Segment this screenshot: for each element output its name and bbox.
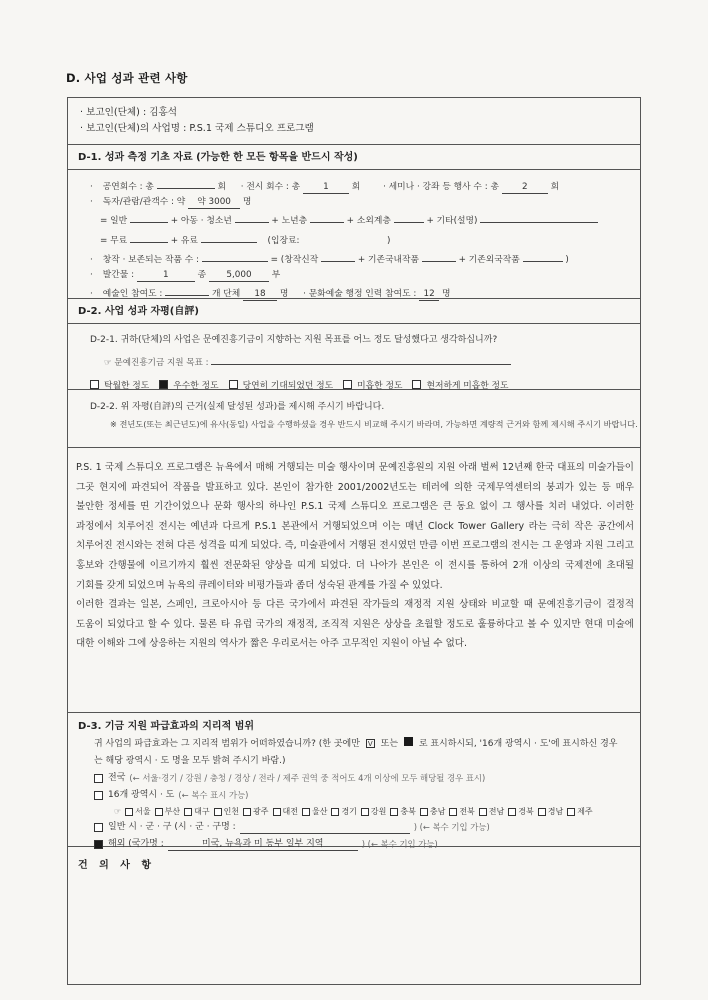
region-label: 대전 xyxy=(282,807,298,816)
works-total-field[interactable] xyxy=(202,249,268,262)
region-checklist xyxy=(78,804,640,819)
region-option[interactable] xyxy=(125,804,150,819)
rating-option[interactable] xyxy=(159,378,218,391)
region-option[interactable] xyxy=(302,804,327,819)
bullet: · xyxy=(90,270,93,281)
region-label: 울산 xyxy=(311,807,328,816)
region-option[interactable] xyxy=(479,804,504,819)
region-option[interactable] xyxy=(331,804,356,819)
region-checkbox[interactable] xyxy=(155,808,163,816)
achievement-narrative[interactable] xyxy=(68,448,640,713)
region-option[interactable] xyxy=(243,804,268,819)
rating-label: 탁월한 정도 xyxy=(104,381,150,391)
region-checkbox[interactable] xyxy=(390,808,398,816)
region-checkbox[interactable] xyxy=(125,808,133,816)
copies-field[interactable]: 5,000 xyxy=(209,269,269,282)
d1-body xyxy=(68,170,640,299)
region-label: 경기 xyxy=(341,807,357,816)
region-option[interactable] xyxy=(390,804,415,819)
seminars-field[interactable]: 2 xyxy=(502,181,548,194)
works-foreign-field[interactable] xyxy=(523,249,563,262)
local-option[interactable] xyxy=(78,819,640,836)
bullet: · xyxy=(90,197,93,208)
region-option[interactable] xyxy=(508,804,533,819)
region-checkbox[interactable] xyxy=(184,808,192,816)
nationwide-option[interactable] xyxy=(78,770,640,787)
report-form xyxy=(67,97,641,985)
pointer-icon: ☞ xyxy=(114,807,122,816)
bullet: · xyxy=(90,254,93,265)
admission-row xyxy=(90,230,640,249)
rating-label: 당연히 기대되었던 정도 xyxy=(242,381,334,391)
d2-2-question: D-2-2. 위 자평(自評)의 근거(실제 달성된 성과)를 제시해 주시기 바랍니다. xyxy=(90,402,385,412)
nationwide-label: 전국 xyxy=(108,773,126,783)
overseas-field[interactable]: 미국, 뉴욕과 미 동부 일부 지역 xyxy=(168,838,358,851)
reporter-name: · 보고인(단체) : 김홍석 xyxy=(80,107,178,118)
works-foreign-label: + 기존외국작품 xyxy=(458,254,520,265)
performances-label: 공연회수 : 총 xyxy=(102,182,154,192)
works-new-label: = (창작신작 xyxy=(270,254,319,265)
audience-row xyxy=(90,195,640,210)
region-checkbox[interactable] xyxy=(508,808,516,816)
paid-label: + 유료 xyxy=(170,235,198,246)
audience-label: 독자/관람/관객수 : 약 xyxy=(102,197,186,208)
exhibitions-unit: 회 xyxy=(351,182,361,192)
d2-2-note: ※ 전년도(또는 최근년도)에 유사(동일) 사업을 수행하셨을 경우 반드시 비교해 주시기 바라며, 가능하면 계량적 근거와 함께 제시해 주시기 바랍니다. xyxy=(110,419,638,429)
works-domestic-field[interactable] xyxy=(422,249,456,262)
works-domestic-label: + 기존국내작품 xyxy=(357,254,419,265)
audience-breakdown-row xyxy=(90,210,640,229)
paid-field[interactable] xyxy=(201,230,257,243)
d2-2-block xyxy=(68,390,640,448)
region-label: 경남 xyxy=(547,807,564,816)
region-label: 제주 xyxy=(577,807,593,816)
region-option[interactable] xyxy=(420,804,445,819)
region-option[interactable] xyxy=(273,804,298,819)
d1-heading: D-1. 성과 측정 기초 자료 (가능한 한 모든 항목을 반드시 작성) xyxy=(68,145,640,170)
region-checkbox[interactable] xyxy=(273,808,281,816)
metro-label: 16개 광역시 · 도 xyxy=(108,790,175,800)
d3-question xyxy=(78,736,640,770)
overseas-note: ) (← 복수 기입 가능) xyxy=(361,839,438,849)
page-title: D. 사업 성과 관련 사항 xyxy=(66,71,188,85)
d2-1-question: D-2-1. 귀하(단체)의 사업은 문예진흥기금이 지향하는 지원 목표를 어느 정도 달성했다고 생각하십니까? xyxy=(90,335,498,345)
minority-field[interactable] xyxy=(394,210,424,223)
d3-question-part1: 귀 사업의 파급효과는 그 지리적 범위가 어떠하였습니까? (한 곳에만 xyxy=(94,739,360,749)
bullet: · xyxy=(90,182,93,192)
nationwide-checkbox[interactable] xyxy=(94,774,103,783)
rating-option[interactable] xyxy=(412,378,508,391)
region-checkbox[interactable] xyxy=(243,808,251,816)
publications-field[interactable]: 1 xyxy=(137,269,195,282)
region-option[interactable] xyxy=(567,804,592,819)
region-label: 강원 xyxy=(370,807,387,816)
region-label: 충북 xyxy=(400,807,416,816)
filled-square-icon xyxy=(404,737,413,746)
overseas-checkbox[interactable] xyxy=(94,840,103,849)
check-mark-icon: V xyxy=(366,739,375,748)
d3-heading: D-3. 기금 지원 파급효과의 지리적 범위 xyxy=(78,721,255,732)
rating-checkbox[interactable] xyxy=(159,380,168,389)
reporter-project: · 보고인(단체)의 사업명 : P.S.1 국제 스튜디오 프로그램 xyxy=(80,123,314,134)
rating-checkbox[interactable] xyxy=(90,380,99,389)
region-option[interactable] xyxy=(184,804,209,819)
admin-unit: 명 xyxy=(441,289,451,300)
children-field[interactable] xyxy=(235,210,269,223)
region-label: 전북 xyxy=(459,807,475,816)
region-option[interactable] xyxy=(155,804,180,819)
narrative-paragraph-1: P.S. 1 국제 스튜디오 프로그램은 뉴욕에서 매해 거행되는 미술 행사이며 문예진흥원의 지원 아래 벌써 12년째 한국 대표의 미술가들이 그곳 현지에 파견되어 작품을 발표하고 있다. 본인이 참가한 2001/2002년도는 테러에 의한 국제무역센터의 붕괴가 있는 등 매우 불안한 정세를 띤 기간이었으나 문화 행사의 하나인 P.S.1 국제 스튜디오 프로그램은 큰 동요 없이 그 행사를 치러 내었다. 이러한 과정에서 치루어진 전시는 예년과 다르게 P.S.1 본관에서 거행되었으며 이는 매년 Clock Tower Gallery 라는 극히 작은 공간에서 치루어진 전시와는 전혀 다른 성격을 띠게 되었다. 즉, 미술관에서 거행된 전시였던 만큼 이번 프로그램의 전시는 그 운영과 지원 그리고 홍보와 간행물에 이르기까지 훨씬 전문화된 양상을 띠게 되었다. 더 나아가 본인은 이 전시를 통하여 2개 이상의 국제전에 초대될 기회를 갖게 되었으며 뉴욕의 큐레이터와 비평가들과 좀더 성숙된 관계를 가질 수 있었다. xyxy=(76,462,634,591)
exhibitions-field[interactable]: 1 xyxy=(303,181,349,194)
copies-unit: 부 xyxy=(271,270,281,281)
performances-unit: 회 xyxy=(217,182,226,192)
artists-label: 예술인 참여도 : xyxy=(102,289,163,300)
exhibitions-label: · 전시 회수 : 총 xyxy=(240,182,301,192)
works-close: ) xyxy=(565,254,569,265)
admin-field[interactable]: 12 xyxy=(419,288,439,301)
works-label: 창작 · 보존되는 작품 수 : xyxy=(102,254,200,265)
publications-row xyxy=(90,268,640,283)
region-option[interactable] xyxy=(449,804,474,819)
reporter-info xyxy=(68,98,640,145)
goal-row xyxy=(90,352,640,370)
local-note: ) (← 복수 기입 가능) xyxy=(413,822,490,832)
region-option[interactable] xyxy=(214,804,239,819)
d3-question-part2: 또는 xyxy=(380,739,399,749)
region-checkbox[interactable] xyxy=(567,808,575,816)
local-field[interactable] xyxy=(240,821,410,834)
bullet: · xyxy=(90,289,93,300)
region-checkbox[interactable] xyxy=(302,808,310,816)
rating-label: 현저하게 미흡한 정도 xyxy=(426,381,509,391)
region-checkbox[interactable] xyxy=(420,808,428,816)
artists-group-label: 개 단체 xyxy=(211,289,241,300)
groups-unit: 명 xyxy=(279,289,289,300)
rating-option[interactable] xyxy=(90,378,149,391)
free-field[interactable] xyxy=(130,230,168,243)
metro-checkbox[interactable] xyxy=(94,791,103,800)
d3-block xyxy=(68,713,640,847)
rating-checkbox[interactable] xyxy=(343,380,352,389)
nationwide-note: (← 서울·경기 / 강원 / 충청 / 경상 / 전라 / 제주 권역 중 적어도 4개 이상에 모두 해당될 경우 표시) xyxy=(129,773,486,783)
region-checkbox[interactable] xyxy=(331,808,339,816)
d2-1-block xyxy=(68,324,640,390)
region-label: 경북 xyxy=(518,807,534,816)
works-new-field[interactable] xyxy=(321,249,355,262)
region-checkbox[interactable] xyxy=(538,808,546,816)
narrative-paragraph-2: 이러한 결과는 일본, 스페인, 크로아시아 등 다른 국가에서 파견된 작가들의 재정적 지원 상태와 비교할 때 문예진흥기금이 결정적 도움이 되었다고 할 수 있다. 물론 타 유럽 국가의 재정적, 조직적 지원은 상상을 초월할 정도로 훌륭하다고 볼 수 있지만 현대 미술에 대한 이해와 그에 상응하는 지원의 역사가 짧은 우리로서는 아주 고무적인 지원이 아닐 수 없다. xyxy=(76,599,634,650)
artists-field[interactable] xyxy=(165,283,209,296)
audience-field[interactable]: 약 3000 xyxy=(188,196,240,209)
counts-row xyxy=(90,176,640,195)
other-field[interactable] xyxy=(480,210,598,223)
goal-field[interactable] xyxy=(211,352,511,365)
children-label: + 아동 · 청소년 xyxy=(170,216,232,227)
admission-label: (입장료: xyxy=(267,235,300,246)
free-label: = 무료 xyxy=(100,235,128,246)
general-field[interactable] xyxy=(130,210,168,223)
suggestions-heading: 건 의 사 항 xyxy=(78,860,156,871)
region-checkbox[interactable] xyxy=(214,808,222,816)
rating-option[interactable] xyxy=(343,378,402,391)
seminars-unit: 회 xyxy=(550,182,560,192)
region-label: 광주 xyxy=(253,807,269,816)
d2-heading: D-2. 사업 성과 자평(自評) xyxy=(68,299,640,324)
groups-field[interactable]: 18 xyxy=(243,288,277,301)
region-checkbox[interactable] xyxy=(449,808,457,816)
metro-option[interactable] xyxy=(78,787,640,804)
elderly-label: + 노년층 xyxy=(271,216,308,227)
region-option[interactable] xyxy=(538,804,563,819)
publications-kind: 종 xyxy=(197,270,207,281)
admin-label: · 문화예술 행정 인력 참여도 : xyxy=(303,289,417,300)
region-checkbox[interactable] xyxy=(361,808,369,816)
works-row xyxy=(90,249,640,268)
performances-field[interactable] xyxy=(157,176,215,189)
region-label: 인천 xyxy=(223,807,240,816)
rating-checkbox[interactable] xyxy=(229,380,238,389)
region-checkbox[interactable] xyxy=(479,808,487,816)
goal-label: ☞ 문예진흥기금 지원 목표 : xyxy=(104,358,209,368)
region-option[interactable] xyxy=(361,804,386,819)
audience-unit: 명 xyxy=(242,197,252,208)
overseas-label: 해외 (국가명 : xyxy=(108,839,164,849)
metro-note: (← 복수 표시 가능) xyxy=(178,790,249,800)
region-label: 전남 xyxy=(488,807,505,816)
rating-checkbox[interactable] xyxy=(412,380,421,389)
rating-label: 우수한 정도 xyxy=(173,381,219,391)
region-label: 충남 xyxy=(429,807,446,816)
local-label: 일반 시 · 군 · 구 (시 · 군 · 구명 : xyxy=(108,822,236,832)
region-label: 부산 xyxy=(164,807,181,816)
region-label: 서울 xyxy=(135,807,151,816)
elderly-field[interactable] xyxy=(310,210,344,223)
publications-label: 발간물 : xyxy=(102,270,135,281)
general-label: = 일반 xyxy=(100,216,128,227)
other-label: + 기타(설명) xyxy=(426,216,478,227)
local-checkbox[interactable] xyxy=(94,823,103,832)
admission-close: ) xyxy=(387,235,391,246)
rating-option[interactable] xyxy=(229,378,334,391)
minority-label: + 소외계층 xyxy=(346,216,391,227)
rating-label: 미흡한 정도 xyxy=(357,381,403,391)
d3-question-part3: 로 표시하시되, '16개 광역시 · 도'에 표시하신 경우는 해당 광역시 · 도 명을 모두 밝혀 주시기 바람.) xyxy=(94,739,618,766)
seminars-label: · 세미나 · 강좌 등 행사 수 : 총 xyxy=(383,182,499,192)
region-label: 대구 xyxy=(194,807,210,816)
